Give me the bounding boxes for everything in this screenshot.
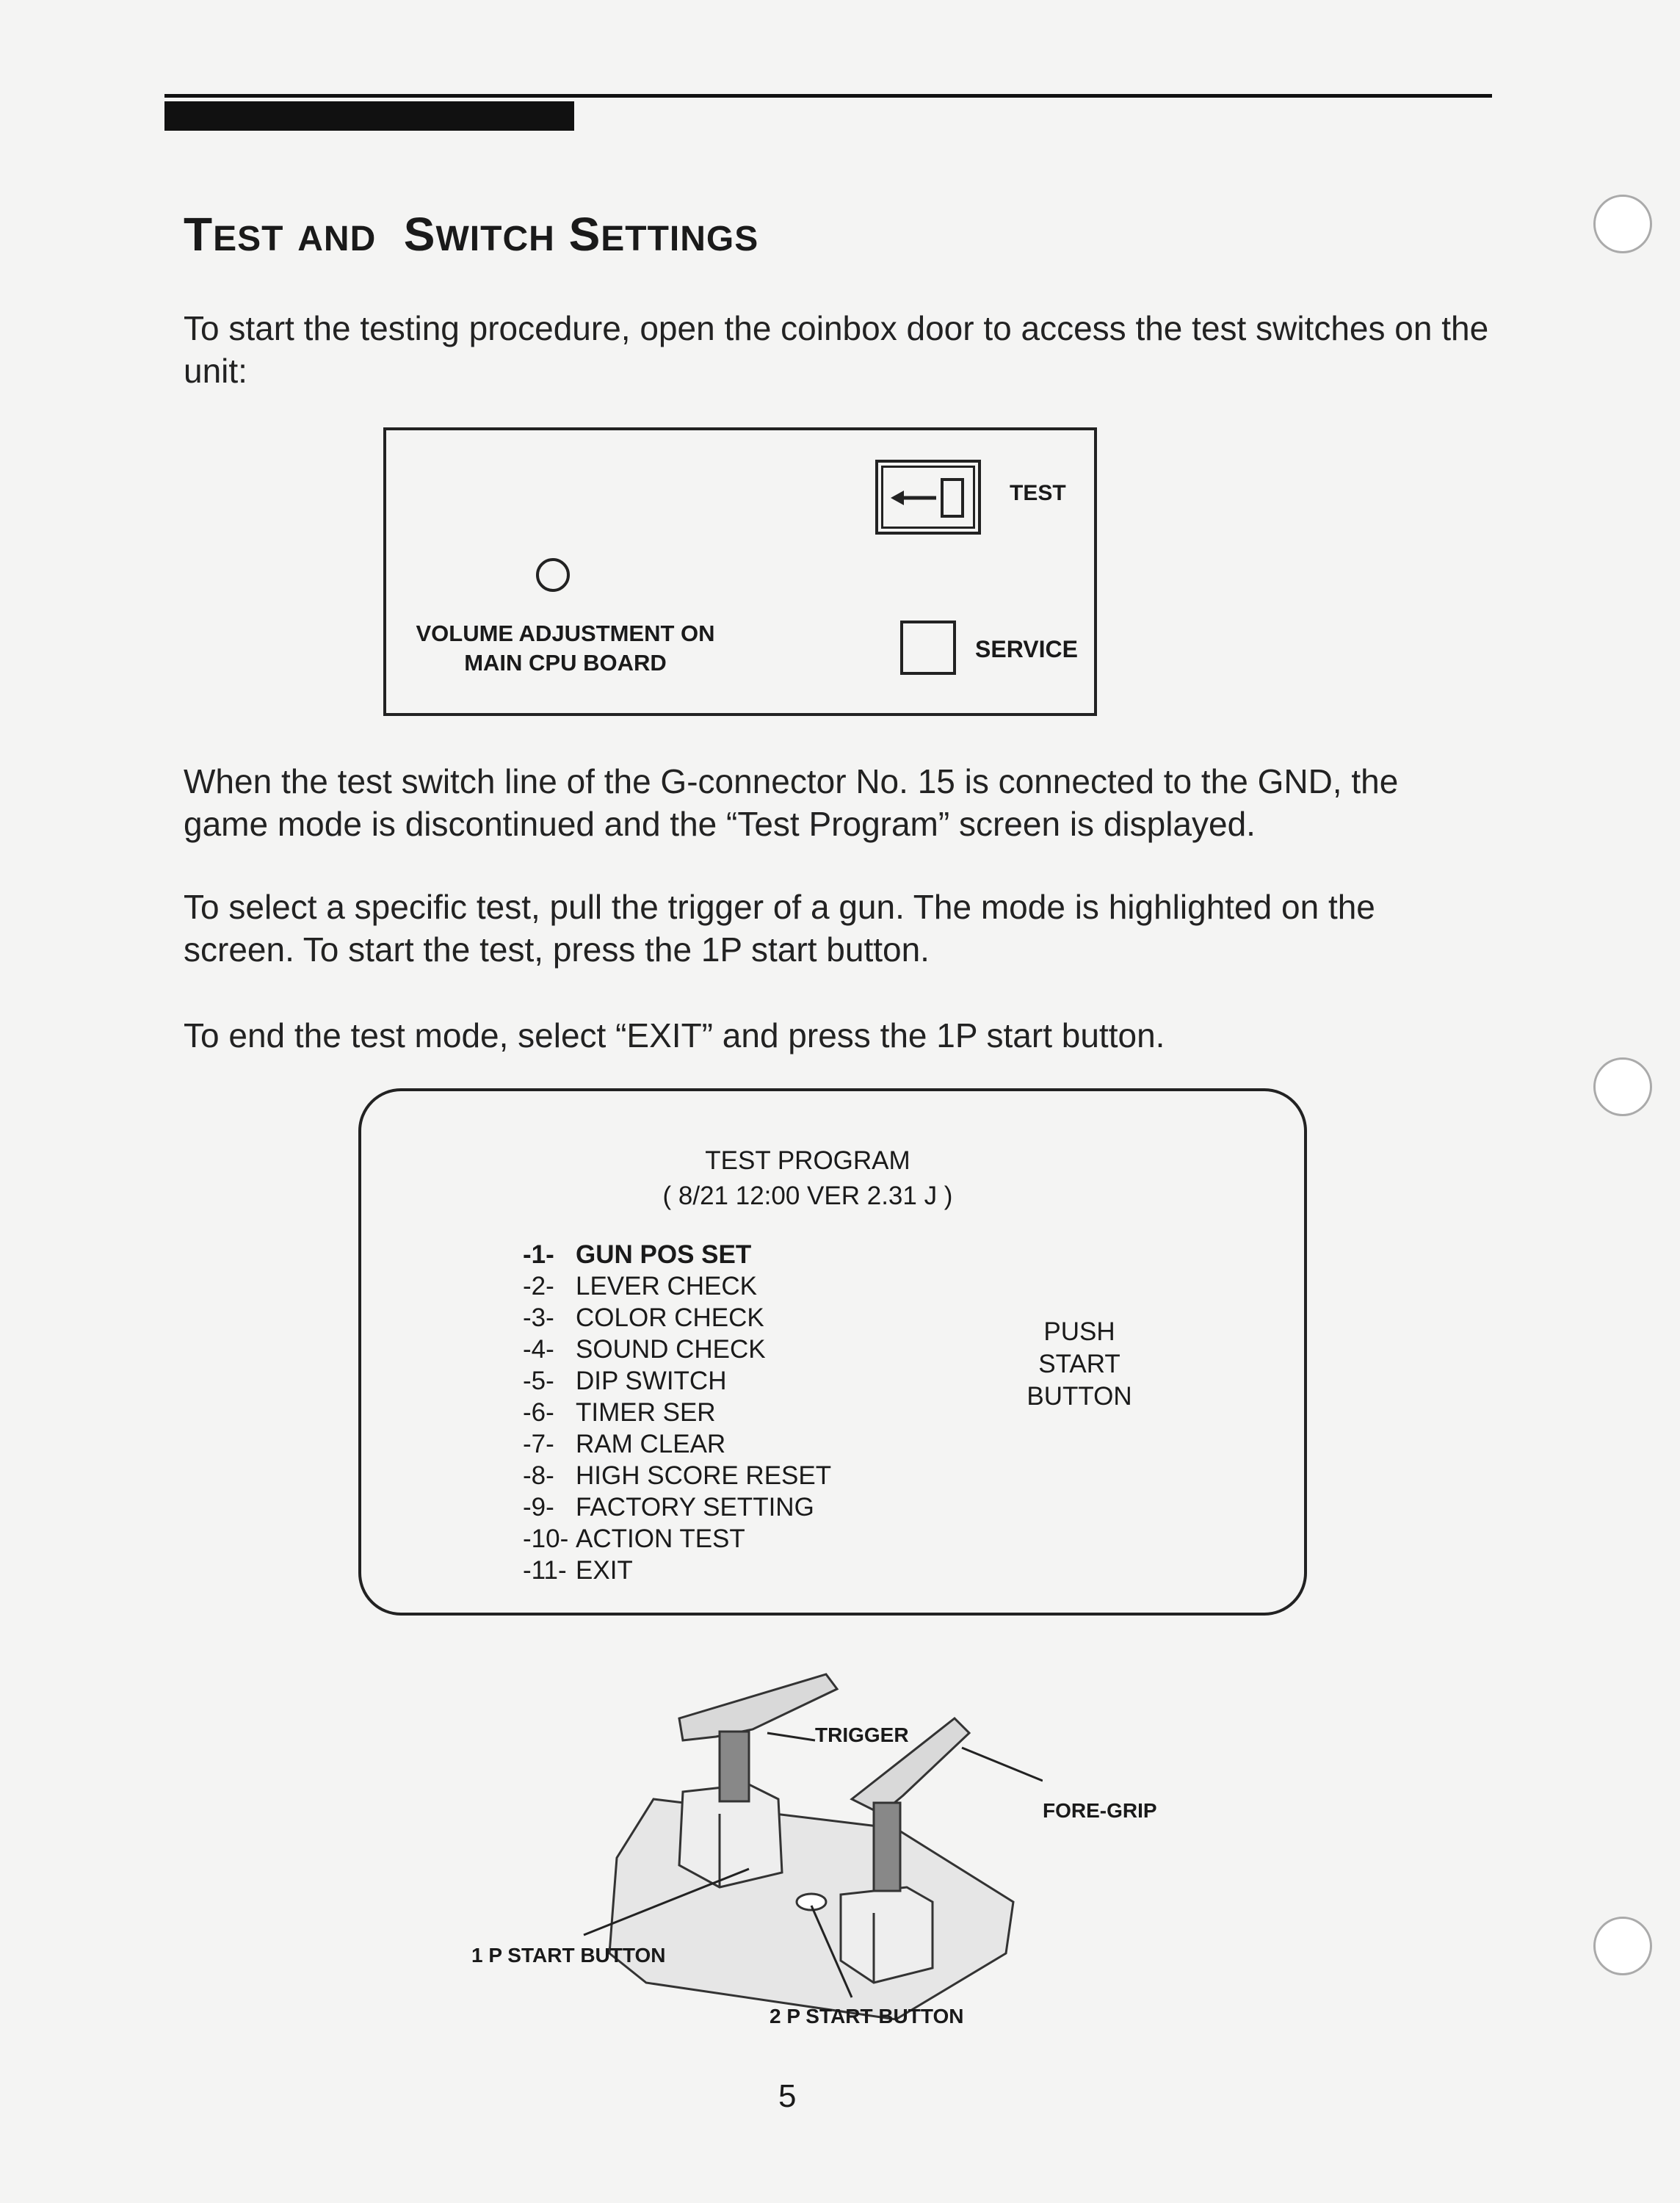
test-menu xyxy=(523,1239,831,1586)
menu-item: -8- HIGH SCORE RESET xyxy=(523,1461,832,1490)
service-switch-icon xyxy=(900,621,956,675)
menu-item: -6- TIMER SER xyxy=(523,1398,716,1427)
menu-item: -11- EXIT xyxy=(523,1556,633,1585)
paragraph-test-switch: When the test switch line of the G-connector No. 15 is connected to the GND, the game mode is discontinued and the “Test Program” screen is displayed. xyxy=(184,762,1399,843)
header-bar xyxy=(164,101,574,131)
service-label: SERVICE xyxy=(975,636,1078,662)
push-start-prompt: PUSH START BUTTON xyxy=(1027,1317,1132,1411)
volume-label: VOLUME ADJUSTMENT ON MAIN CPU BOARD xyxy=(416,621,715,676)
gun-controls-illustration xyxy=(426,1645,1043,2030)
test-label: TEST xyxy=(1010,481,1066,505)
fore-grip-label: FORE-GRIP xyxy=(1043,1799,1157,1822)
page-title: TEST AND SWITCH SETTINGS xyxy=(184,208,759,261)
binder-hole xyxy=(1593,195,1652,253)
header-rule xyxy=(164,94,1492,98)
paragraph-select-test: To select a specific test, pull the trigger of a gun. The mode is highlighted on the screen. To start the test, press the 1P start button. xyxy=(184,888,1375,969)
menu-item: -5- DIP SWITCH xyxy=(523,1367,727,1395)
test-screen-header xyxy=(661,1143,955,1214)
menu-item: -10- ACTION TEST xyxy=(523,1524,745,1553)
p2-start-label: 2 P START BUTTON xyxy=(770,2005,964,2027)
p1-start-label: 1 P START BUTTON xyxy=(471,1944,666,1967)
intro-paragraph: To start the testing procedure, open the coinbox door to access the test switches on the unit: xyxy=(184,309,1489,390)
test-screen-title: TEST PROGRAM xyxy=(705,1146,910,1175)
menu-item: -1- GUN POS SET xyxy=(523,1240,752,1269)
menu-item: -2- LEVER CHECK xyxy=(523,1272,758,1301)
binder-hole xyxy=(1593,1917,1652,1975)
trigger-label: TRIGGER xyxy=(815,1723,909,1746)
test-switch-inner xyxy=(881,466,975,529)
menu-item: -7- RAM CLEAR xyxy=(523,1430,726,1458)
menu-item: -4- SOUND CHECK xyxy=(523,1335,766,1364)
menu-item: -3- COLOR CHECK xyxy=(523,1303,764,1332)
menu-item: -9- FACTORY SETTING xyxy=(523,1493,814,1522)
binder-hole xyxy=(1593,1057,1652,1116)
volume-knob-icon xyxy=(536,558,570,592)
test-screen-version: ( 8/21 12:00 VER 2.31 J ) xyxy=(662,1182,953,1210)
paragraph-end-test: To end the test mode, select “EXIT” and press the 1P start button. xyxy=(184,1016,1165,1055)
page-number: 5 xyxy=(778,2078,797,2114)
